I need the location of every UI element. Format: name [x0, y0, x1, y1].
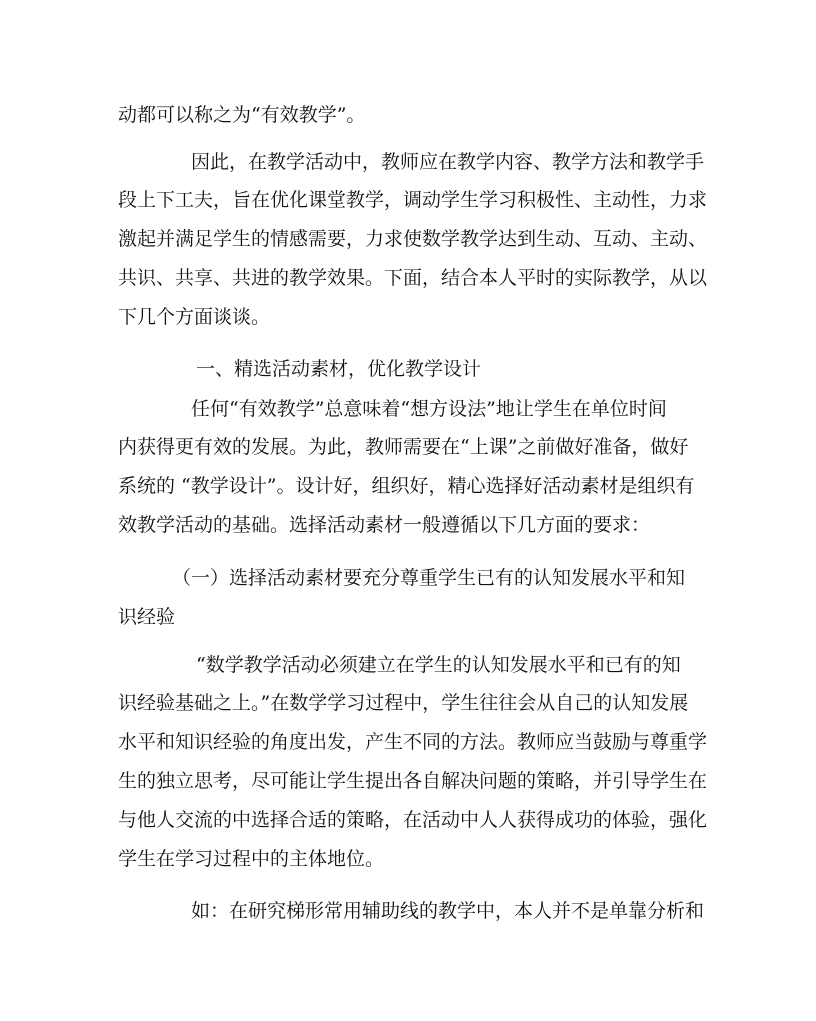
paragraph-line: 动都可以称之为“有效教学”。: [118, 104, 366, 126]
paragraph-line: 共识、共享、共进的教学效果。下面，结合本人平时的实际教学，从以: [118, 267, 708, 289]
paragraph-line: 系统的 “教学设计”。设计好，组织好，精心选择好活动素材是组织有: [118, 475, 695, 497]
paragraph-line: 下几个方面谈谈。: [118, 306, 271, 328]
paragraph-line: 如：在研究梯形常用辅助线的教学中，本人并不是单靠分析和: [191, 900, 705, 922]
paragraph-line: 因此，在教学活动中，教师应在教学内容、教学方法和教学手: [191, 151, 705, 173]
paragraph-line: 内获得更有效的发展。为此，教师需要在“上课”之前做好准备，做好: [118, 436, 689, 458]
paragraph-line: 生的独立思考，尽可能让学生提出各自解决问题的策略，并引导学生在: [118, 770, 708, 792]
paragraph-line: 与他人交流的中选择合适的策略，在活动中人人获得成功的体验，强化: [118, 809, 708, 831]
paragraph-line: 水平和知识经验的角度出发，产生不同的方法。教师应当鼓励与尊重学: [118, 731, 708, 753]
paragraph-line: 效教学活动的基础。选择活动素材一般遵循以下几方面的要求：: [118, 514, 651, 536]
subsection-heading: 识经验: [118, 606, 176, 628]
subsection-heading: （一）选择活动素材要充分尊重学生已有的认知发展水平和知: [172, 567, 686, 589]
paragraph-line: 激起并满足学生的情感需要，力求使数学教学达到生动、互动、主动、: [118, 228, 708, 250]
paragraph-line: 学生在学习过程中的主体地位。: [118, 848, 385, 870]
paragraph-line: 段上下工夫，旨在优化课堂教学，调动学生学习积极性、主动性，力求: [118, 189, 708, 211]
section-heading: 一、精选活动素材，优化教学设计: [196, 358, 482, 380]
paragraph-line: 任何“有效教学”总意味着“想方设法”地让学生在单位时间: [191, 398, 667, 420]
paragraph-line: 识经验基础之上。”在数学学习过程中，学生往往会从自己的认知发展: [118, 692, 689, 714]
paragraph-line: “数学教学活动必须建立在学生的认知发展水平和已有的知: [196, 654, 681, 676]
